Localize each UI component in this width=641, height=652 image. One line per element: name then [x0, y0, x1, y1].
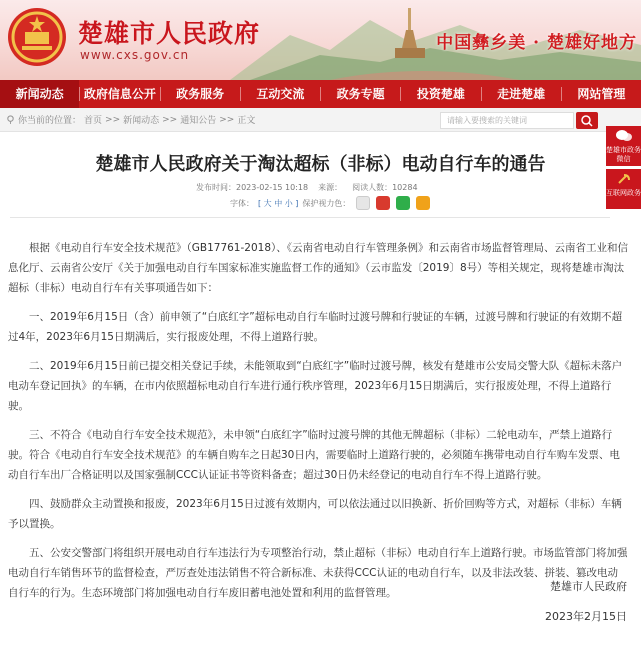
- internet-gov-label: 互联网政务: [606, 189, 641, 197]
- paragraph: 五、公安交警部门将组织开展电动自行车违法行为专项整治行动，禁止超标（非标）电动自行车上道路行驶。市场监管部门将加强电动自行车销售环节的监督检查，严厉查处违法销售不符合新标准、未获得CCC认证的电动自行车，以及非法改装、拼装、篡改电动自行车的行为。生态环境部门将加强电动自行车废旧蓄电池处置和利用的监督管理。: [8, 547, 628, 599]
- nav-item-about[interactable]: 走进楚雄: [497, 87, 546, 101]
- site-name[interactable]: 楚雄市人民政府: [78, 19, 261, 48]
- weibo-share-icon[interactable]: [376, 196, 390, 210]
- breadcrumb-news[interactable]: 新闻动态: [123, 116, 160, 126]
- article-body: [8, 238, 628, 612]
- publish-time: 2023-02-15 10:18: [236, 183, 309, 192]
- paragraph: 四、鼓励群众主动置换和报废，2023年6月15日过渡有效期内，可以依法通过以旧换新、折价回购等方式，对超标（非标）车辆予以置换。: [8, 498, 622, 530]
- breadcrumb-current: 正文: [237, 116, 256, 126]
- breadcrumb-bar: [0, 108, 641, 132]
- article-meta: [196, 182, 418, 193]
- nav-item-invest[interactable]: 投资楚雄: [416, 87, 465, 101]
- wechat-label: 楚雄市政务微信: [606, 146, 641, 163]
- eye-protect-label: 保护视力色：: [302, 198, 351, 208]
- location-icon: [6, 115, 15, 124]
- breadcrumb-home[interactable]: 首页: [84, 116, 103, 126]
- search-input[interactable]: 请输入要搜索的关键词: [440, 112, 574, 129]
- slogan: 中国彝乡美 · 楚雄好地方: [436, 33, 637, 53]
- nav-item-topics[interactable]: 政务专题: [336, 87, 385, 101]
- wechat-icon: [615, 129, 633, 143]
- signature: 楚雄市人民政府: [550, 580, 627, 593]
- paragraph: 根据《电动自行车安全技术规范》（GB17761-2018）、《云南省电动自行车管理条例》和云南省市场监督管理局、云南省工业和信息化厅、云南省公安厅《关于加强电动自行车国家标准实施监督工作的通知》（云市监发〔2019〕8号）等相关规定，现将楚雄市淘汰超标（非标）电动自行车有关事项通告如下：: [8, 242, 629, 294]
- nav-item-news[interactable]: 新闻动态: [0, 80, 79, 108]
- header-banner: [0, 0, 641, 80]
- search-button[interactable]: [576, 112, 598, 129]
- font-size-switch[interactable]: [ 大 中 小 ]: [258, 198, 299, 208]
- paragraph: 三、不符合《电动自行车安全技术规范》，未申领“白底红字”临时过渡号牌的其他无牌超标（非标）二轮电动车，严禁上道路行驶。符合《电动自行车安全技术规范》的车辆自购车之日起30日内，需要临时上道路行驶的，必须随车携带电动自行车购车发票、电动自行车出厂合格证明以及国家强制CCC认证证书等资料备查；超过30日仍未经登记的电动自行车不得上道路行驶。: [8, 429, 620, 481]
- paragraph: 二、2019年6月15日前已提交相关登记手续，未能领取到“白底红字”临时过渡号牌，核发有楚雄市公安局交警大队《超标未落户电动车登记回执》的车辆，在市内依照超标电动自行车进行通行秩序管理，2023年6月15日期满后，实行报废处理，不得上道路行驶。: [8, 360, 623, 412]
- nav-item-site-admin[interactable]: 网站管理: [577, 87, 626, 101]
- page-title: 楚雄市人民政府关于淘汰超标（非标）电动自行车的通告: [95, 154, 546, 175]
- font-label: 字体：: [230, 198, 254, 208]
- publish-label: 发布时间：: [196, 183, 236, 192]
- nav-item-gov-info[interactable]: 政府信息公开: [83, 87, 156, 101]
- search-icon: [576, 112, 598, 129]
- main-nav: [0, 80, 641, 108]
- nav-item-interaction[interactable]: 互动交流: [256, 87, 305, 101]
- reads-label: 阅读人数：: [352, 183, 393, 192]
- source-label: 来源：: [318, 183, 343, 192]
- paragraph: 一、2019年6月15日（含）前申领了“白底红字”超标电动自行车临时过渡号牌和行驶证的车辆，过渡号牌和行驶证的有效期不超过4年，2023年6月15日期满后，实行报废处理，不得上道路行驶。: [8, 311, 623, 343]
- eye-color-swatch[interactable]: [356, 196, 370, 210]
- issue-date: 2023年2月15日: [545, 610, 627, 623]
- breadcrumb: 你当前的位置： 首页 >> 新闻动态 >> 通知公告 >> 正文: [6, 113, 255, 126]
- favorite-star-icon[interactable]: [416, 196, 430, 210]
- breadcrumb-prefix: 你当前的位置：: [18, 116, 82, 126]
- article-tools: [230, 196, 430, 210]
- nav-item-services[interactable]: 政务服务: [176, 87, 225, 101]
- reads-count: 10284: [392, 183, 418, 192]
- wechat-share-icon[interactable]: [396, 196, 410, 210]
- breadcrumb-notices[interactable]: 通知公告: [180, 116, 217, 126]
- national-emblem-icon: [6, 6, 68, 68]
- site-url: www.cxs.gov.cn: [80, 48, 190, 62]
- divider: [10, 217, 610, 218]
